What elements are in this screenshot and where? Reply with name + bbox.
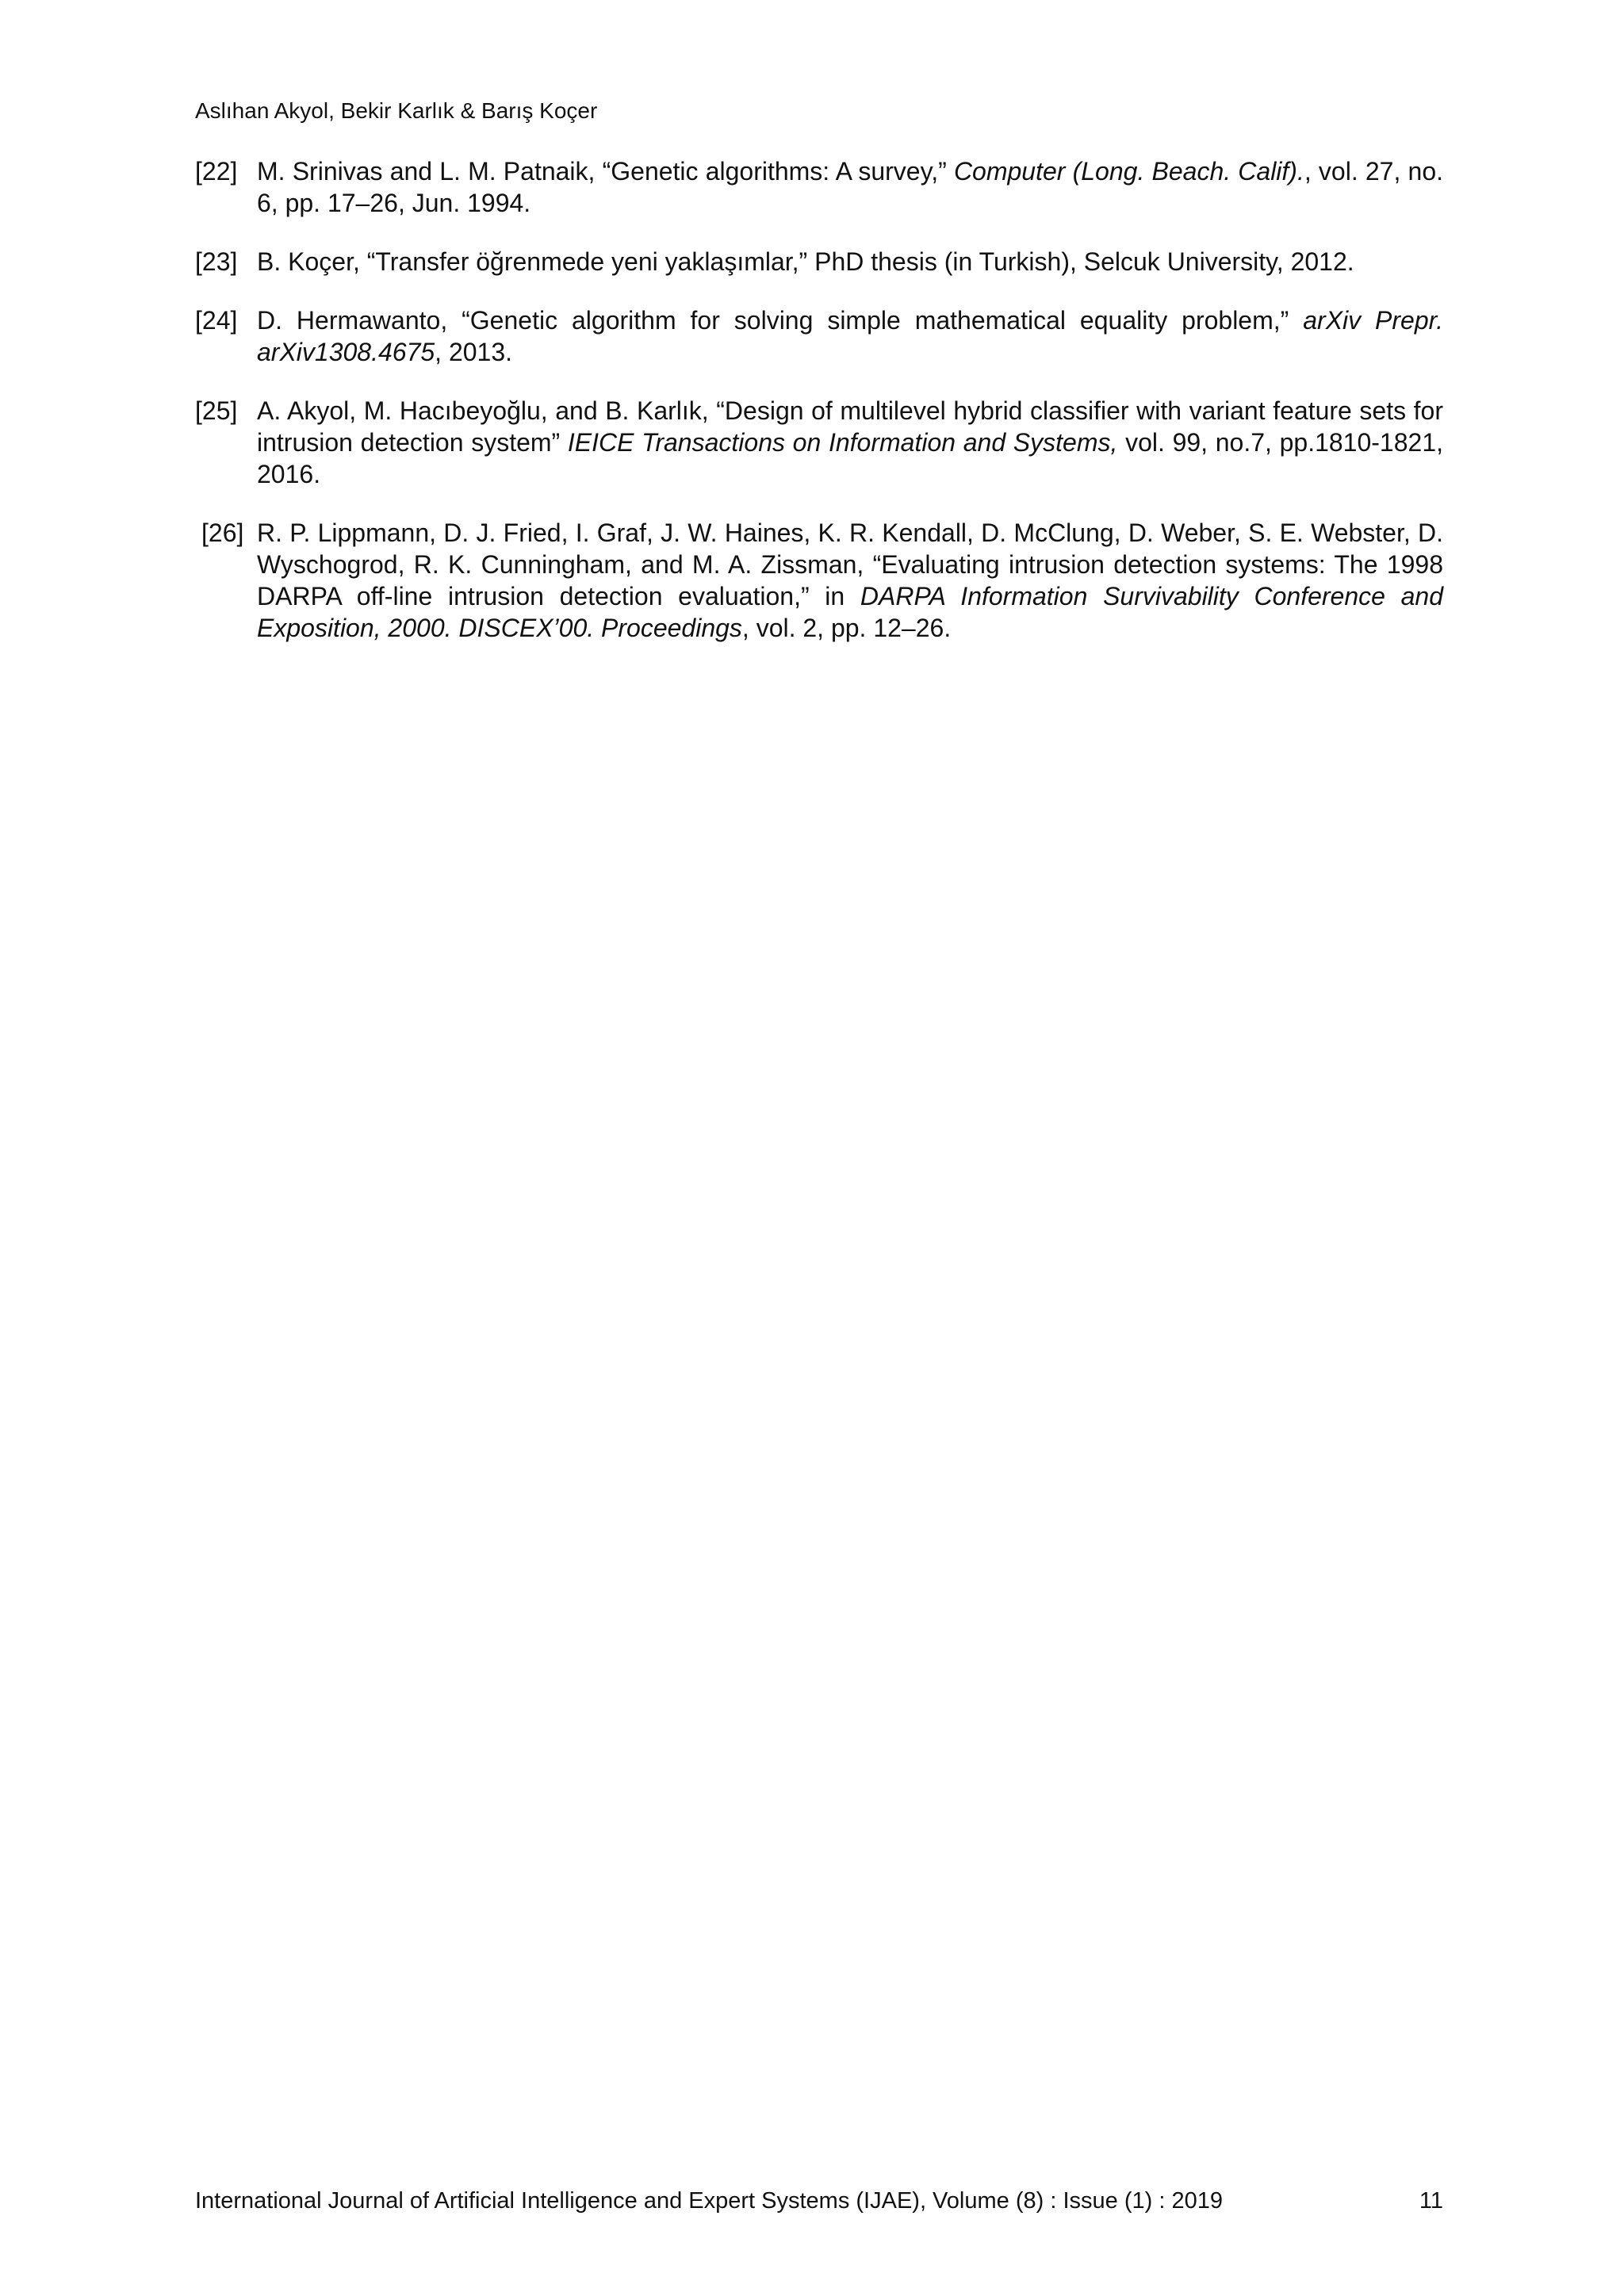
reference-text-segment: R. P. Lippmann, D. J. Fried, I. Graf, J. W. Haines, K. R. Kendall, D. McClung, D. Weber, S. E. Webster, D. Wyschogrod, R. K. Cunningham, and M. A. Zissman, “Evaluating intrusion detection systems: The 1998 DARPA off-line intrusion detection evaluation,” in	[257, 519, 1443, 610]
reference-item	[195, 246, 1443, 277]
reference-text	[257, 246, 1443, 277]
reference-venue: Computer (Long. Beach. Calif).	[953, 157, 1304, 186]
reference-text	[257, 517, 1443, 644]
reference-number: [25]	[195, 396, 238, 425]
page-footer	[195, 2185, 1443, 2217]
reference-text-segment: , vol. 27, no. 6, pp. 17–26, Jun. 1994.	[257, 157, 1444, 217]
reference-list	[195, 155, 1443, 671]
reference-venue: IEICE Transactions on Information and Systems,	[567, 428, 1118, 457]
reference-text	[257, 155, 1443, 219]
reference-number: [23]	[195, 247, 238, 276]
reference-text-segment: vol. 99, no.7, pp.1810-1821, 2016.	[257, 428, 1444, 488]
reference-venue: arXiv Prepr. arXiv1308.4675	[257, 306, 1444, 366]
reference-item	[195, 517, 1443, 644]
reference-text	[257, 395, 1443, 490]
reference-item	[195, 155, 1443, 219]
reference-text-segment: , vol. 2, pp. 12–26.	[741, 614, 952, 642]
reference-text-segment: M. Srinivas and L. M. Patnaik, “Genetic algorithms: A survey,”	[257, 157, 954, 186]
reference-venue: DARPA Information Survivability Conference and Exposition, 2000. DISCEX’00. Proceedings	[257, 582, 1444, 642]
footer-journal-info: International Journal of Artificial Intelligence and Expert Systems (IJAE), Volume (8) : Issue (1) : 2019	[195, 2188, 1223, 2214]
reference-number: [22]	[195, 157, 238, 186]
reference-number: [26]	[201, 519, 244, 547]
reference-text-segment: A. Akyol, M. Hacıbeyoğlu, and B. Karlık, “Design of multilevel hybrid classifier with variant feature sets for intrusion detection system”	[257, 396, 1443, 457]
reference-text-segment: , 2013.	[435, 338, 513, 366]
reference-text-segment: D. Hermawanto, “Genetic algorithm for solving simple mathematical equality problem,”	[257, 306, 1304, 335]
page-number: 11	[1419, 2188, 1443, 2214]
reference-item	[195, 304, 1443, 368]
running-head-authors: Aslıhan Akyol, Bekir Karlık & Barış Koçer	[195, 98, 598, 123]
reference-number: [24]	[195, 306, 238, 335]
reference-text-segment: B. Koçer, “Transfer öğrenmede yeni yaklaşımlar,” PhD thesis (in Turkish), Selcuk University, 2012.	[257, 247, 1354, 276]
reference-text	[257, 304, 1443, 368]
reference-item	[195, 395, 1443, 490]
